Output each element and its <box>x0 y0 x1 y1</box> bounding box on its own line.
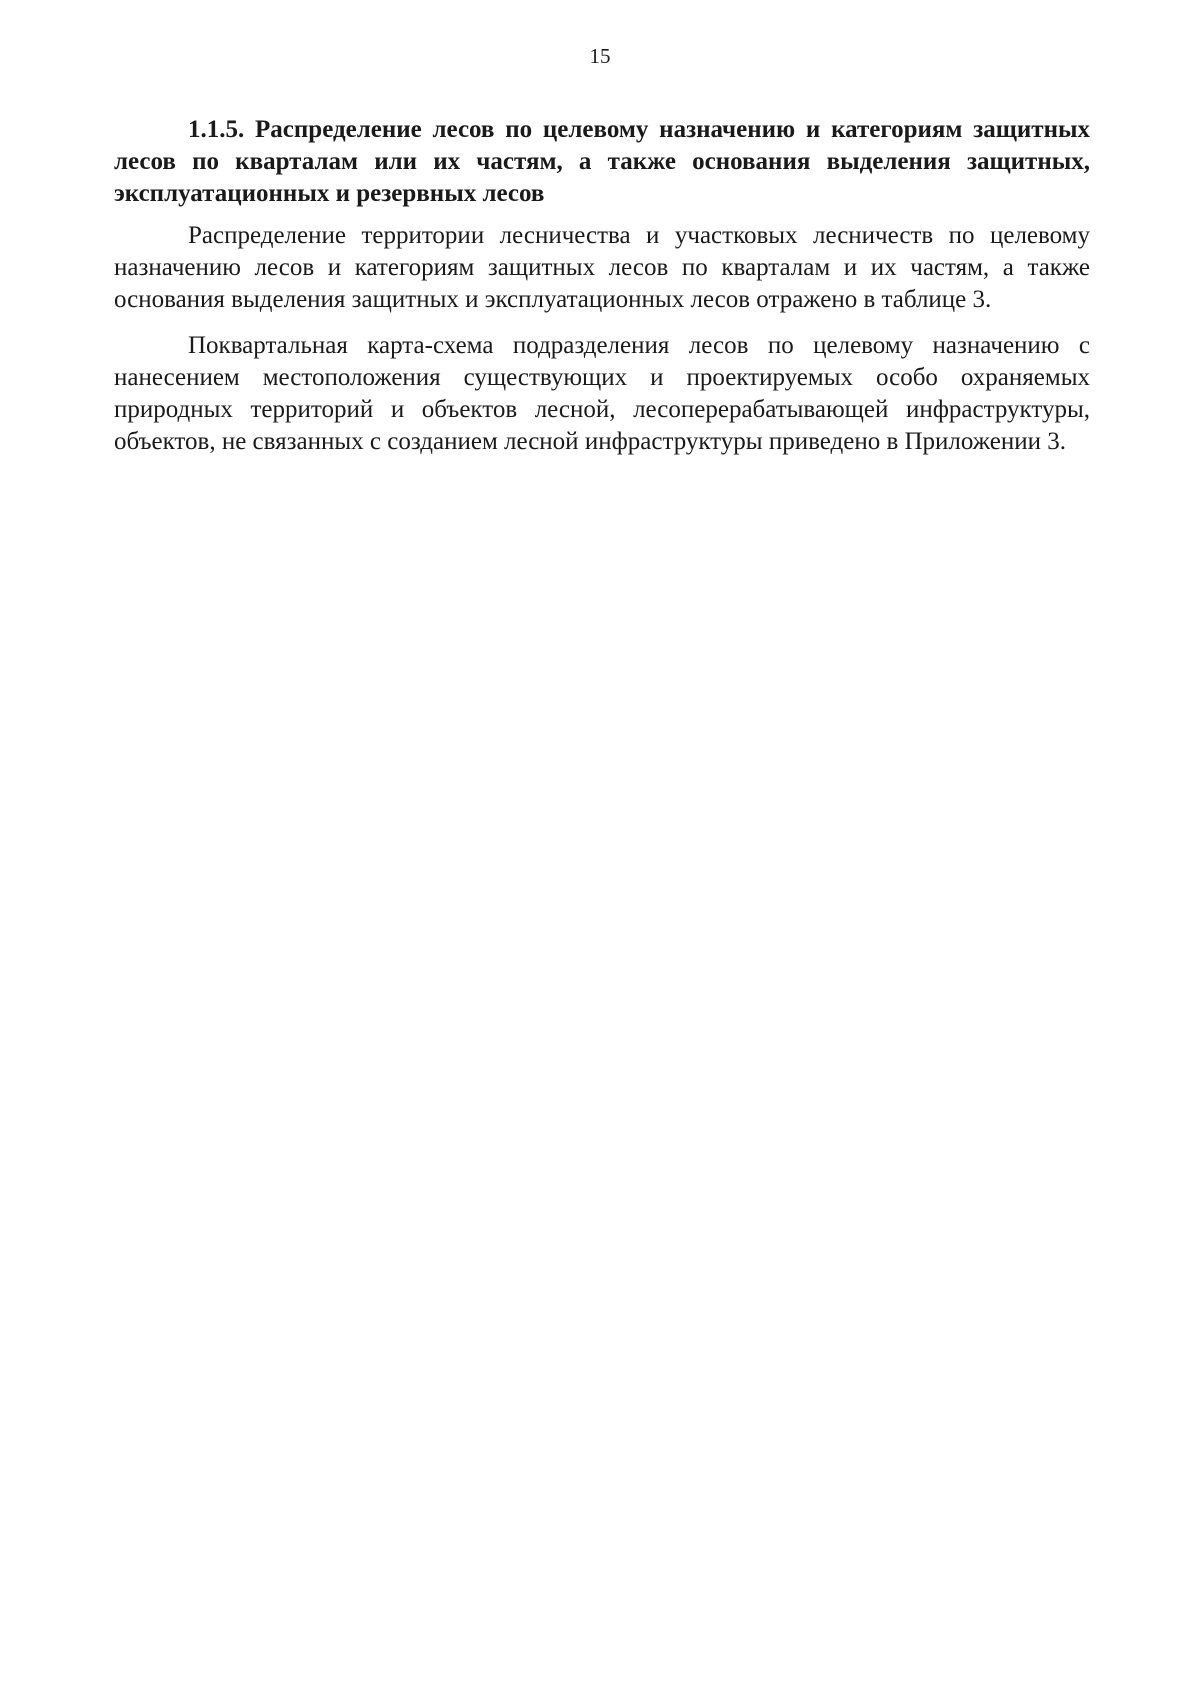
section-heading: 1.1.5. Распределение лесов по целевому назначению и категориям защитных лесов по кварталам или их частям, а также основания выделения защитных, эксплуатационных и резервных лесов <box>114 116 1090 207</box>
document-body <box>114 114 1090 472</box>
paragraph-forest-distribution: Распределение территории лесничества и участковых лесничеств по целевому назначению лесов и категориям защитных лесов по кварталам и их частям, а также основания выделения защитных и эксплуатационных лесов отражено в таблице 3. <box>114 222 1090 313</box>
paragraph-map-scheme: Поквартальная карта-схема подразделения лесов по целевому назначению с нанесением местоположения существующих и проектируемых особо охраняемых природных территорий и объектов лесной, лесоперерабатывающей инфраструктуры, объектов, не связанных с созданием лесной инфраструктуры приведено в Приложении 3. <box>114 332 1090 455</box>
page-number: 15 <box>589 44 611 68</box>
